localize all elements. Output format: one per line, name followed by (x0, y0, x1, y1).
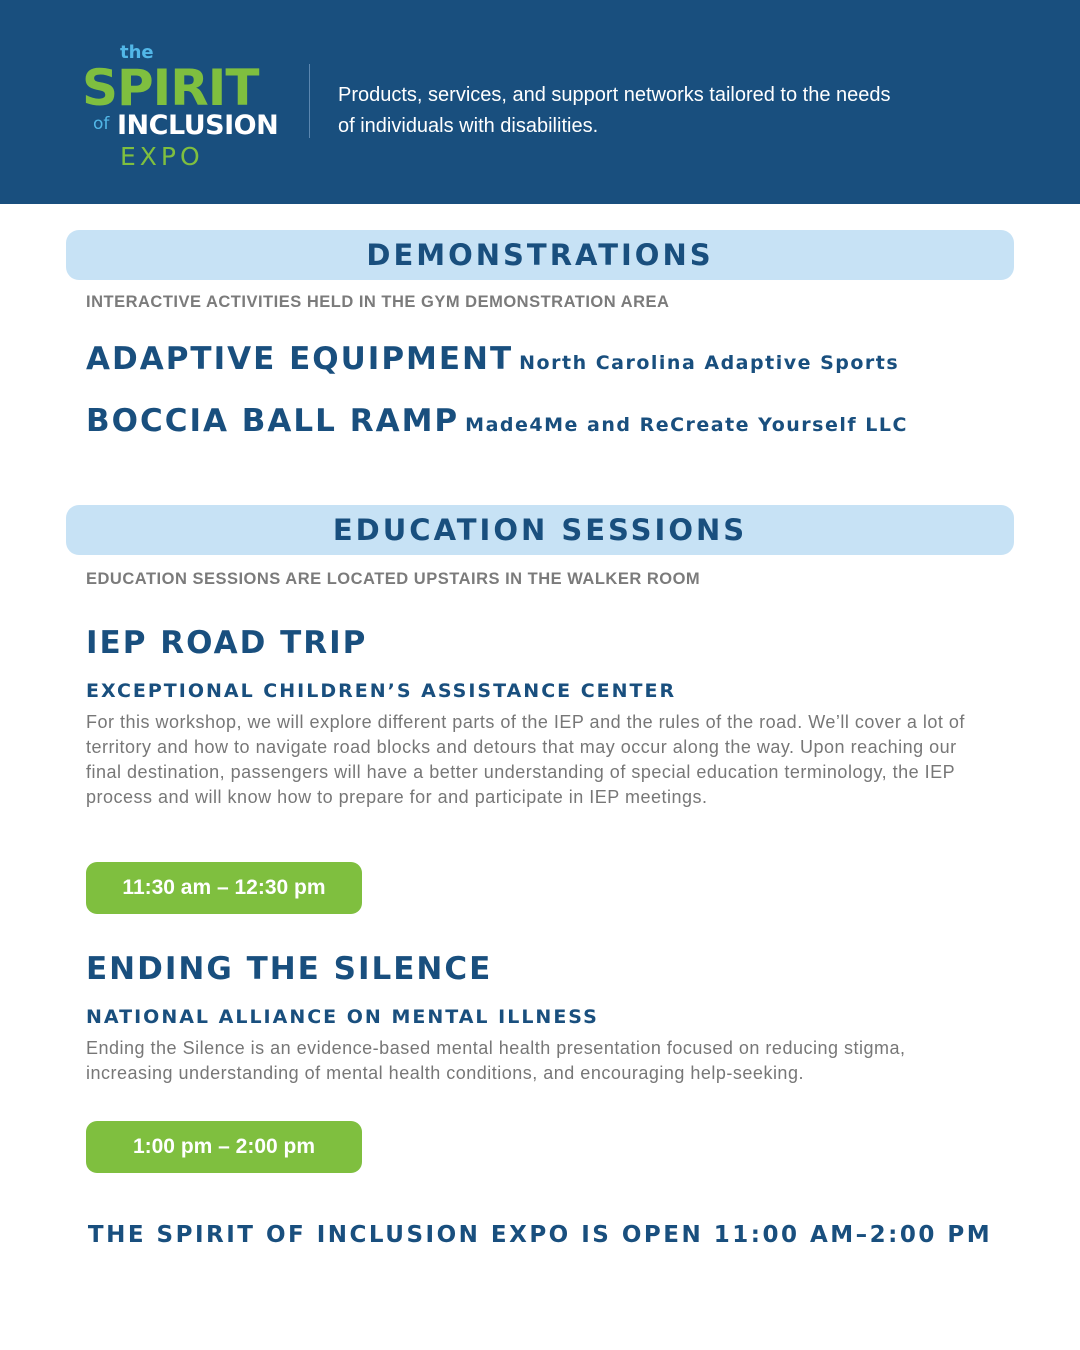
session-time-badge-ending-the-silence (86, 1121, 362, 1173)
session-time-badge-iep-road-trip (86, 862, 362, 914)
logo-spirit: SPIRIT (82, 59, 259, 117)
session-description-ending-the-silence: Ending the Silence is an evidence-based mental health presentation focused on reducing stigma, increasing understanding of mental health conditions, and encouraging help-seeking. (86, 1038, 906, 1083)
logo-inclusion: INCLUSION (117, 110, 279, 141)
demo-item-boccia-ball-ramp (86, 403, 908, 439)
session-title-iep-road-trip: IEP ROAD TRIP (86, 625, 368, 661)
session-title-ending-the-silence: ENDING THE SILENCE (86, 951, 493, 987)
session-description-iep-road-trip: For this workshop, we will explore different parts of the IEP and the rules of the road. We’ll cover a lot of territory and how to navigate road blocks and detours that may occur along the way. Upon reaching our final destination, passengers will have a better understanding of special education terminology, the IEP process and will know how to prepare for and participate in IEP meetings. (86, 712, 965, 807)
demo-org: Made4Me and ReCreate Yourself LLC (465, 414, 908, 436)
demonstrations-note: INTERACTIVE ACTIVITIES HELD IN THE GYM DEMONSTRATION AREA (86, 293, 670, 311)
session-org-ecac: EXCEPTIONAL CHILDREN’S ASSISTANCE CENTER (86, 680, 677, 702)
spirit-of-inclusion-logo (80, 40, 300, 175)
session-time: 1:00 pm – 2:00 pm (132, 1135, 316, 1158)
logo-expo: EXPO (120, 142, 204, 171)
education-heading: EDUCATION SESSIONS (332, 513, 748, 547)
session-org-nami: NATIONAL ALLIANCE ON MENTAL ILLNESS (86, 1006, 599, 1028)
header-tagline: Products, services, and support networks tailored to the needs of individuals with disabilities. (338, 84, 891, 137)
expo-hours-footer: THE SPIRIT OF INCLUSION EXPO IS OPEN 11:00 AM–2:00 PM (87, 1222, 993, 1248)
demonstrations-heading: DEMONSTRATIONS (366, 238, 714, 272)
demo-title: BOCCIA BALL RAMP (86, 403, 460, 439)
header-divider (309, 64, 310, 138)
session-time: 11:30 am – 12:30 pm (122, 876, 326, 899)
education-note: EDUCATION SESSIONS ARE LOCATED UPSTAIRS IN THE WALKER ROOM (86, 570, 701, 588)
logo-the: the (120, 42, 154, 63)
education-heading-bar (66, 505, 1014, 555)
demonstrations-heading-bar (66, 230, 1014, 280)
demo-item-adaptive-equipment (86, 341, 899, 377)
demo-title: ADAPTIVE EQUIPMENT (86, 341, 514, 377)
logo-of: of (93, 114, 110, 134)
header-banner (0, 0, 1080, 204)
demo-org: North Carolina Adaptive Sports (519, 352, 900, 374)
